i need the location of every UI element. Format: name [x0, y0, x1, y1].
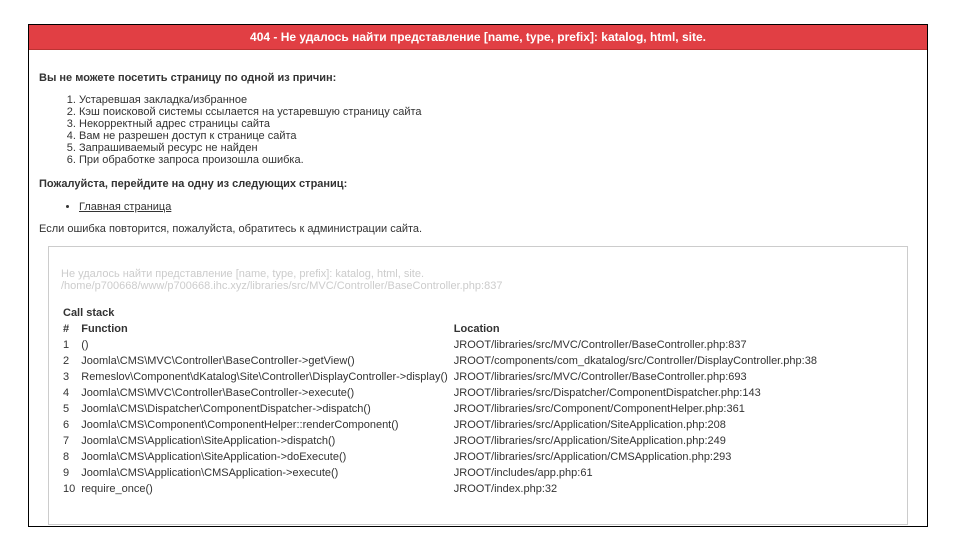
list-item: 2. Кэш поисковой системы ссылается на устаревшую страницу сайта — [79, 106, 917, 118]
list-item: 3. Некорректный адрес страницы сайта — [79, 118, 917, 130]
table-row — [60, 449, 820, 465]
callstack-title: Call stack — [63, 307, 115, 319]
row-function: require_once() — [81, 483, 153, 495]
row-location: JROOT/includes/app.php:61 — [453, 467, 593, 479]
row-function: Joomla\CMS\Application\SiteApplication->doExecute() — [81, 451, 347, 463]
table-row — [60, 337, 820, 353]
table-row — [60, 385, 820, 401]
debug-panel — [48, 246, 908, 525]
pages-list — [39, 200, 917, 214]
callstack-table — [60, 321, 820, 497]
table-row — [60, 433, 820, 449]
error-page-frame — [28, 24, 928, 527]
row-function: Joomla\CMS\MVC\Controller\BaseController->execute() — [81, 387, 355, 399]
debug-message-path: /home/p700668/www/p700668.ihc.xyz/libraries/src/MVC/Controller/BaseController.php:837 — [61, 280, 503, 292]
row-location: JROOT/libraries/src/Application/SiteApplication.php:249 — [453, 435, 726, 447]
column-header-location: Location — [453, 323, 500, 335]
list-item: 4. Вам не разрешен доступ к странице сайта — [79, 130, 917, 142]
row-num: 1 — [63, 339, 70, 351]
column-header-num: # — [63, 323, 70, 335]
row-function: () — [81, 339, 89, 351]
reasons-list — [39, 94, 917, 166]
row-num: 7 — [63, 435, 70, 447]
row-num: 10 — [63, 483, 76, 495]
table-row — [60, 481, 820, 497]
list-item — [79, 200, 917, 214]
table-row — [60, 353, 820, 369]
row-num: 4 — [63, 387, 70, 399]
row-function: Joomla\CMS\MVC\Controller\BaseController->getView() — [81, 355, 355, 367]
table-row — [60, 417, 820, 433]
home-page-link[interactable]: Главная страница — [79, 201, 172, 213]
row-function: Joomla\CMS\Application\SiteApplication->dispatch() — [81, 435, 336, 447]
column-header-function: Function — [81, 323, 128, 335]
row-num: 2 — [63, 355, 70, 367]
row-num: 8 — [63, 451, 70, 463]
row-location: JROOT/libraries/src/Application/CMSApplication.php:293 — [453, 451, 732, 463]
row-function: Joomla\CMS\Application\CMSApplication->execute() — [81, 467, 339, 479]
row-function: Joomla\CMS\Dispatcher\ComponentDispatcher->dispatch() — [81, 403, 371, 415]
row-location: JROOT/libraries/src/MVC/Controller/BaseController.php:837 — [453, 339, 747, 351]
row-location: JROOT/libraries/src/MVC/Controller/BaseController.php:693 — [453, 371, 747, 383]
debug-message-line: Не удалось найти представление [name, type, prefix]: katalog, html, site. — [61, 268, 425, 280]
reasons-heading: Вы не можете посетить страницу по одной из причин: — [39, 72, 337, 84]
row-num: 5 — [63, 403, 70, 415]
row-function: Remeslov\Component\dKatalog\Site\Controller\DisplayController->display() — [81, 371, 448, 383]
row-function: Joomla\CMS\Component\ComponentHelper::renderComponent() — [81, 419, 399, 431]
list-item: 5. Запрашиваемый ресурс не найден — [79, 142, 917, 154]
list-item: 6. При обработке запроса произошла ошибка. — [79, 154, 917, 166]
row-location: JROOT/index.php:32 — [453, 483, 558, 495]
row-num: 3 — [63, 371, 70, 383]
row-location: JROOT/libraries/src/Application/SiteApplication.php:208 — [453, 419, 726, 431]
page-title: 404 - Не удалось найти представление [name, type, prefix]: katalog, html, site. — [29, 25, 927, 50]
error-content — [29, 71, 927, 236]
list-item: 1. Устаревшая закладка/избранное — [79, 94, 917, 106]
row-location: JROOT/components/com_dkatalog/src/Controller/DisplayController.php:38 — [453, 355, 817, 367]
row-num: 6 — [63, 419, 70, 431]
row-location: JROOT/libraries/src/Dispatcher/ComponentDispatcher.php:143 — [453, 387, 761, 399]
row-location: JROOT/libraries/src/Component/ComponentHelper.php:361 — [453, 403, 745, 415]
table-header-row — [60, 321, 820, 337]
table-row — [60, 465, 820, 481]
debug-message — [61, 268, 502, 292]
pages-heading: Пожалуйста, перейдите на одну из следующих страниц: — [39, 178, 348, 190]
table-row — [60, 401, 820, 417]
row-num: 9 — [63, 467, 70, 479]
table-row — [60, 369, 820, 385]
contact-admin-text: Если ошибка повторится, пожалуйста, обратитесь к администрации сайта. — [39, 223, 423, 235]
